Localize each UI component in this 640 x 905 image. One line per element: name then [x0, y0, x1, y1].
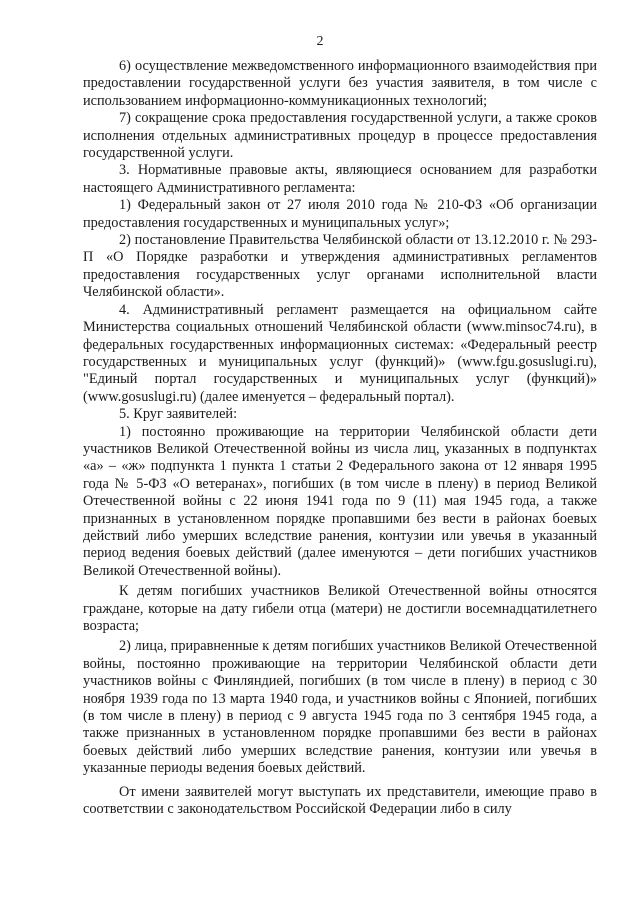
paragraph-representatives: От имени заявителей могут выступать их представители, имеющие право в соответствии с законодательством Российской Федерации либо в силу	[83, 783, 597, 818]
paragraph-item-7: 7) сокращение срока предоставления государственной услуги, а также сроков исполнения отдельных административных процедур в процессе предоставления государственной услуги.	[83, 110, 597, 162]
paragraph-children-definition: К детям погибших участников Великой Отечественной войны относятся граждане, которые на дату гибели отца (матери) не достигли восемнадцатилетнего возраста;	[83, 583, 597, 634]
paragraph-applicants-2: 2) лица, приравненные к детям погибших участников Великой Отечественной войны, постоянно проживающие на территории Челябинской области дети участников войны с Финляндией, погибших (в том числе в плену) в период с 30 ноября 1939 года по 13 марта 1940 года, и участников войны с Японией, погибших (в том числе в плену) в период с 9 августа 1945 года по 3 сентября 1945 года, а также признанных в установленном порядке пропавшими без вести в районах боевых действий либо умерших вследствие ранения, контузии или увечья в указанные периоды ведения боевых действий.	[83, 638, 597, 777]
paragraph-item-6: 6) осуществление межведомственного информационного взаимодействия при предоставлении государственной услуги без участия заявителя, в том числе с использованием информационно-коммуникационных технологий;	[83, 58, 597, 109]
paragraph-applicants-1: 1) постоянно проживающие на территории Челябинской области дети участников Великой Отечественной войны из числа лиц, указанных в подпунктах «а» – «ж» подпункта 1 пункта 1 статьи 2 Федерального закона от 12 января 1995 года № 5-ФЗ «О ветеранах», погибших (в том числе в плену) в период Великой Отечественной войны с 22 июня 1941 года по 9 (11) мая 1945 года, а также признанных в установленном порядке пропавшими без вести в районах боевых действий либо умерших вследствие ранения, контузии или увечья в указанный период ведения боевых действий (далее именуются – дети погибших участников Великой Отечественной войны).	[83, 423, 597, 579]
paragraph-law-210: 1) Федеральный закон от 27 июля 2010 года № 210-ФЗ «Об организации предоставления государственных и муниципальных услуг»;	[83, 197, 597, 231]
paragraph-section-5: 5. Круг заявителей:	[119, 406, 238, 423]
paragraph-section-4: 4. Административный регламент размещается на официальном сайте Министерства социальных отношений Челябинской области (www.minsoc74.ru), в федеральных государственных информационных системах: «Федеральный реестр государственных и муниципальных услуг (функций)» (www.fgu.gosuslugi.ru), "Единый портал государственных и муниципальных услуг (функций)» (www.gosuslugi.ru) (далее именуется – федеральный портал).	[83, 301, 597, 405]
paragraph-section-3: 3. Нормативные правовые акты, являющиеся основанием для разработки настоящего Административного регламента:	[83, 162, 597, 196]
paragraph-resolution-293: 2) постановление Правительства Челябинской области от 13.12.2010 г. № 293-П «О Порядке разработки и утверждения административных регламентов предоставления государственных услуг органами исполнительной власти Челябинской области».	[83, 232, 597, 301]
document-body	[83, 58, 597, 818]
page-number: 2	[316, 34, 324, 49]
